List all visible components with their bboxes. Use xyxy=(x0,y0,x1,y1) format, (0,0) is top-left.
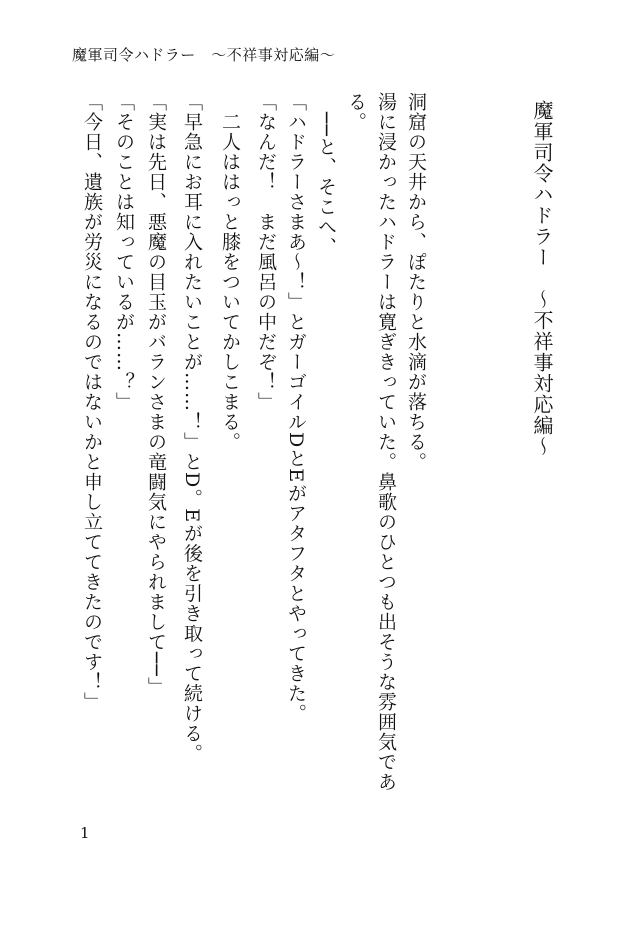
text-line-3: る。 xyxy=(345,92,367,132)
text-line-5: 「ハドラーさまあ〜！」とガーゴイルDとEがアタフタとやってきた。 xyxy=(285,92,307,724)
text-line-4: ──と、そこへ、 xyxy=(315,92,337,257)
text-line-10: 「そのことは知っているが……？」 xyxy=(113,92,135,412)
text-line-1: 洞窟の天井から、ぽたりと水滴が落ちる。 xyxy=(405,92,427,472)
page-number: 1 xyxy=(80,824,90,842)
text-line-9: 「実は先日、悪魔の目玉がバランさまの竜闘気にやられまして──」 xyxy=(145,92,167,697)
running-header: 魔軍司令ハドラー 〜不祥事対応編〜 xyxy=(72,46,336,64)
text-line-7: 二人ははっと膝をついてかしこまる。 xyxy=(219,92,241,452)
chapter-title: 魔軍司令ハドラー 〜不祥事対応編〜 xyxy=(530,100,554,457)
text-line-8: 「早急にお耳に入れたいことが……！」とD。Eが後を引き取って続ける。 xyxy=(181,92,203,764)
text-line-11: 「今日、遺族が労災になるのではないかと申し立ててきたのです！」 xyxy=(81,92,103,712)
text-line-2: 湯に浸かったハドラーは寛ぎきっていた。鼻歌のひとつも出そうな雰囲気であ xyxy=(375,92,397,792)
text-line-6: 「なんだ！ まだ風呂の中だぞ！」 xyxy=(255,92,277,412)
